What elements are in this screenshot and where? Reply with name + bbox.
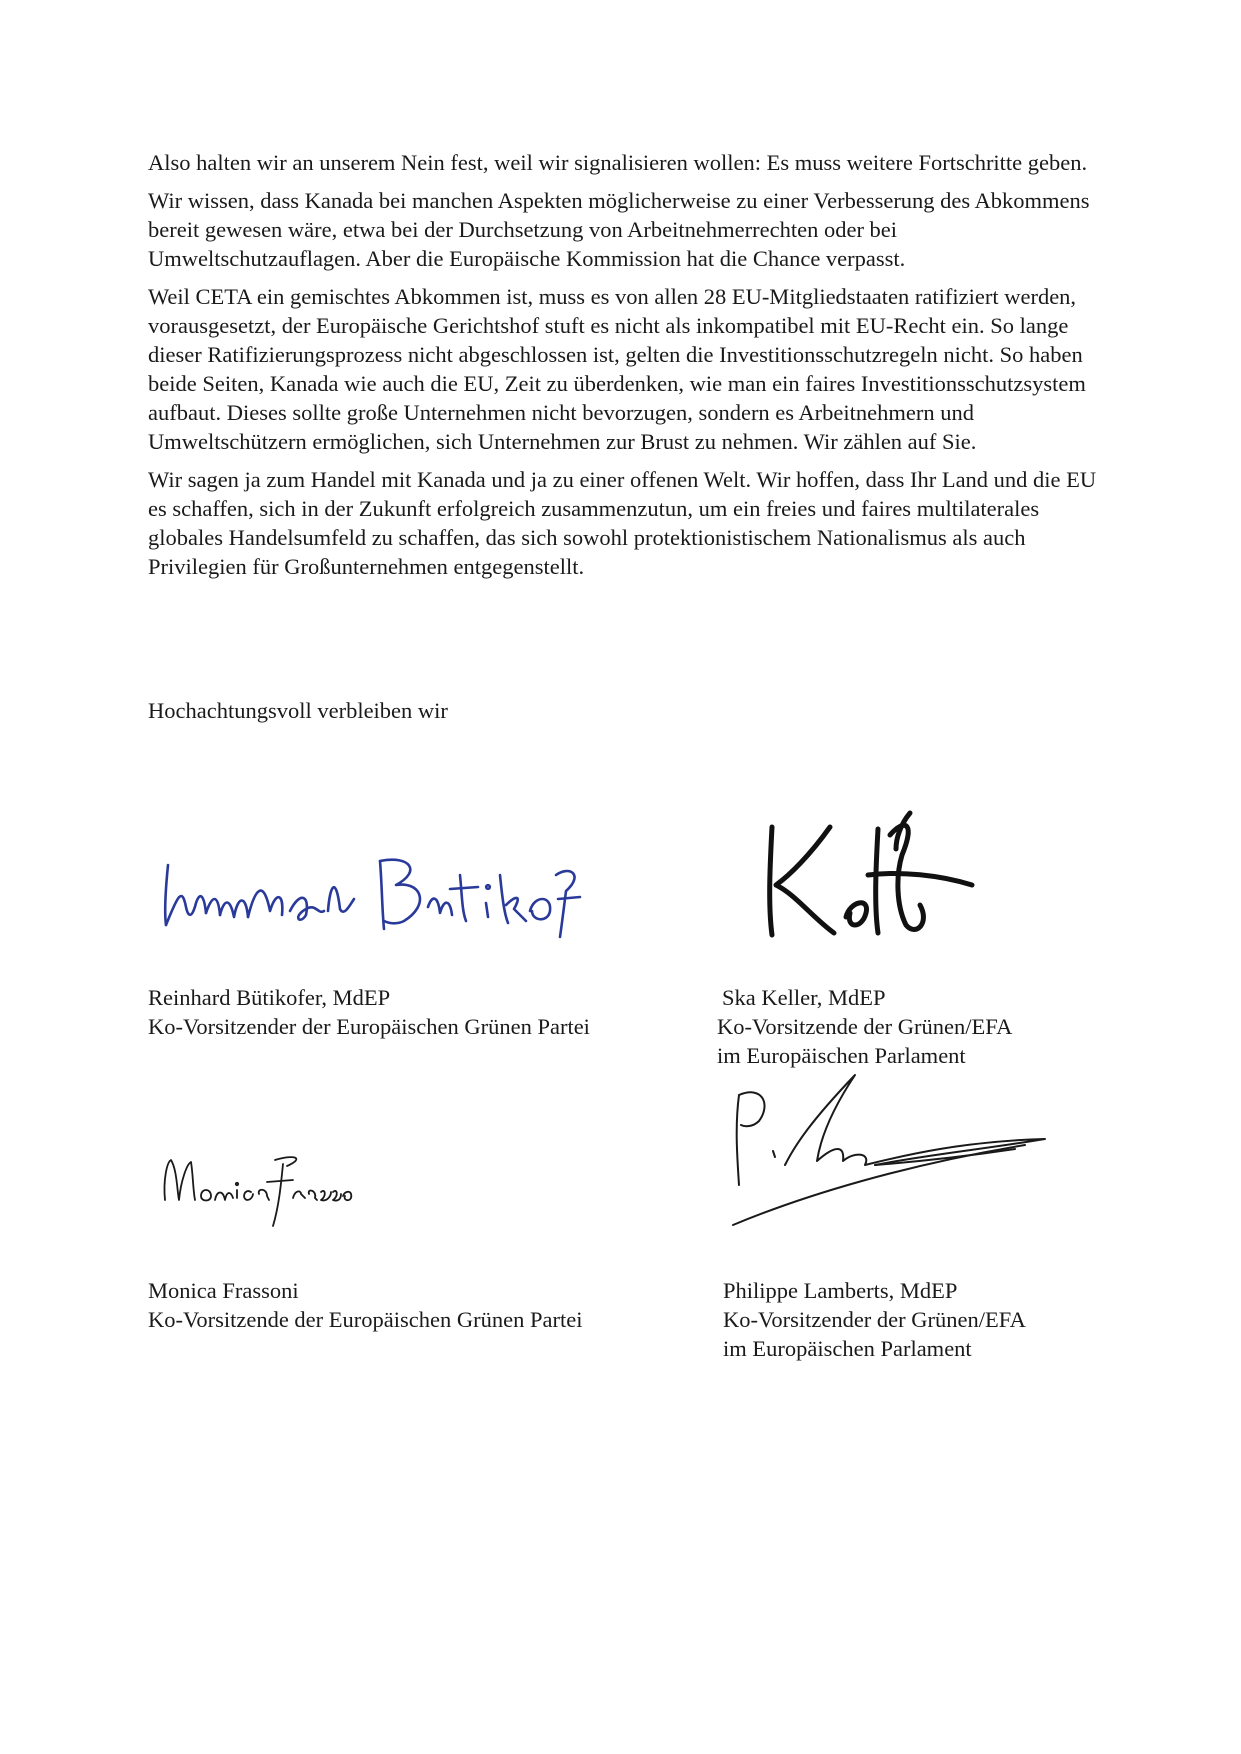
paragraph: Wir wissen, dass Kanada bei manchen Aspekten möglicherweise zu einer Verbesserung des Abkommens bereit gewesen wäre, etwa bei der Durchsetzung von Arbeitnehmerrechten oder bei Umweltschutzauflagen. Aber die Europäische Kommission hat die Chance verpasst.: [148, 188, 1090, 271]
signature-frassoni: [155, 1140, 355, 1230]
signatory-role-line2: im Europäischen Parlament: [723, 1336, 972, 1361]
signature-butikofer: [160, 825, 600, 945]
signatory-name: Philippe Lamberts, MdEP: [723, 1278, 958, 1303]
signatory-role: Ko-Vorsitzende der Grünen/EFA: [717, 1014, 1013, 1039]
paragraph: Also halten wir an unserem Nein fest, weil wir signalisieren wollen: Es muss weitere Fortschritte geben.: [148, 150, 1088, 175]
closing-line: Hochachtungsvoll verbleiben wir: [148, 698, 448, 723]
signatory-role: Ko-Vorsitzender der Grünen/EFA: [723, 1307, 1026, 1332]
signatory-name: Monica Frassoni: [148, 1278, 299, 1303]
signatory-role: Ko-Vorsitzende der Europäischen Grünen Partei: [148, 1307, 583, 1332]
signatory-name: Reinhard Bütikofer, MdEP: [148, 985, 391, 1010]
signatory-butikofer: [148, 983, 590, 1041]
signature-lamberts: [725, 1065, 1075, 1245]
signatory-name: Ska Keller, MdEP: [722, 985, 886, 1010]
signatory-lamberts: [723, 1276, 1026, 1363]
signatory-keller: [717, 983, 1012, 1070]
signature-keller: [750, 805, 980, 945]
signatory-role: Ko-Vorsitzender der Europäischen Grünen Partei: [148, 1014, 590, 1039]
paragraph: Weil CETA ein gemischtes Abkommen ist, muss es von allen 28 EU-Mitgliedstaaten ratifiziert werden, vorausgesetzt, der Europäische Gerichtshof stuft es nicht als inkompatibel mit EU-Recht ein. So lange dieser Ratifizierungsprozess nicht abgeschlossen ist, gelten die Investitionsschutzregeln nicht. So haben beide Seiten, Kanada wie auch die EU, Zeit zu überdenken, wie man ein faires Investitionsschutzsystem aufbaut. Dieses sollte große Unternehmen nicht bevorzugen, sondern es Arbeitnehmern und Umweltschützern ermöglichen, sich Unternehmen zur Brust zu nehmen. Wir zählen auf Sie.: [148, 284, 1086, 454]
signatory-role-line2: im Europäischen Parlament: [717, 1043, 966, 1068]
letter-body: [148, 148, 1098, 590]
paragraph: Wir sagen ja zum Handel mit Kanada und ja zu einer offenen Welt. Wir hoffen, dass Ihr Land und die EU es schaffen, sich in der Zukunft erfolgreich zusammenzutun, um ein freies und faires multilaterales globales Handelsumfeld zu schaffen, das sich sowohl protektionistischem Nationalismus als auch Privilegien für Großunternehmen entgegenstellt.: [148, 467, 1097, 579]
signatory-frassoni: [148, 1276, 582, 1334]
